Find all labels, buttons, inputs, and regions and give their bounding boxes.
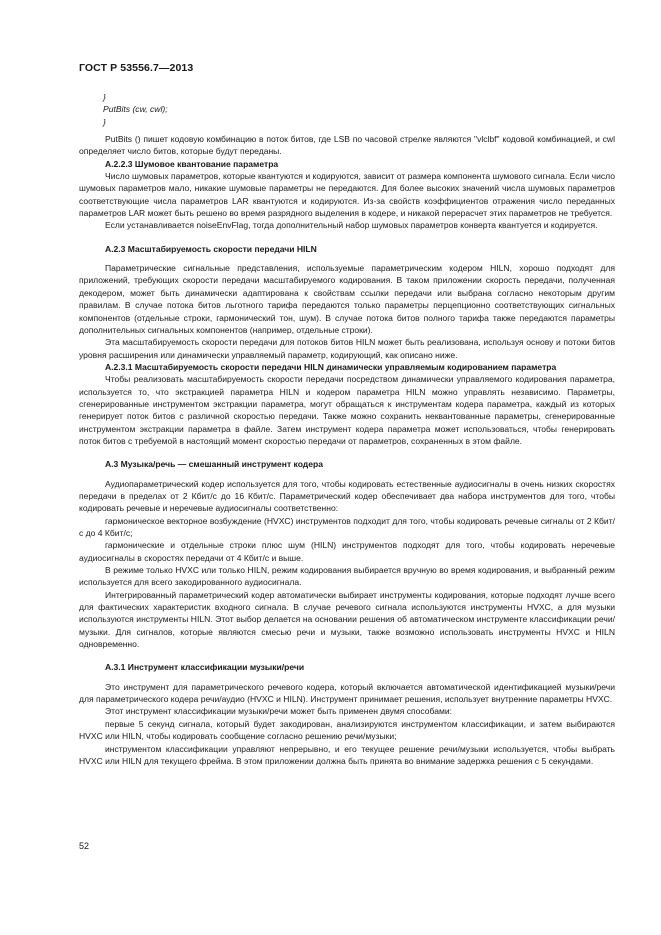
paragraph: Эта масштабируемость скорости передачи для потоков битов HILN может быть реализована, используя основу и потоки битов уровня расширения или динамически управляемый параметр, кодирующий, как описано ниже. [79, 337, 615, 360]
code-line: PutBits (cw, cwl); [103, 104, 168, 115]
paragraph: Аудиопараметрический кодер используется для того, чтобы кодировать естественные аудиосигналы в очень низких скоростях передачи в пределах от 2 Кбит/с до 16 Кбит/с. Параметрический кодер обеспечивает два набора инструментов для того, чтобы кодировать речевые и неречевые аудиосигналы соответственно: [79, 478, 615, 514]
paragraph: Этот инструмент классификации музыки/речи может быть применен двумя способами: [105, 706, 452, 717]
paragraph: Чтобы реализовать масштабируемость скорости передачи посредством динамически управляемого кодирования параметра, используется то, что экстракцией параметра HILN и кодером параметра HILN можно управлять независимо. Параметры, сгенерированные инструментом экстракции параметра, могут обращаться к инструментам кодера параметра, каждый из которых генерирует поток битов с различной скоростью передачи. Также можно сохранить неквантованные параметры, сгенерированные инструментом экстракции параметра в файле. Затем инструмент кодера параметра может использоваться, чтобы генерировать поток битов с требуемой в настоящий момент скоростью передачи от параметров, сохраненных в этом файле. [79, 374, 615, 446]
heading-a231: А.2.3.1 Масштабируемость скорости передачи HILN динамически управляемым кодированием параметра [105, 361, 557, 372]
heading-a31: А.3.1 Инструмент классификации музыки/речи [105, 662, 305, 673]
paragraph-putbits: PutBits () пишет кодовую комбинацию в поток битов, где LSB по часовой стрелке являются "vlclbf" кодовой комбинацией, и cwl определяет число битов, которые будут переданы. [79, 134, 615, 157]
paragraph: В режиме только HVXC или только HILN, режим кодирования выбирается вручную во время кодирования, и выбранный режим используется для всего закодированного аудиосигнала. [79, 565, 615, 588]
paragraph: Это инструмент для параметрического речевого кодера, который включается автоматической идентификацией музыки/речи для параметрического кодера речи/аудио (HVXC и HILN). Инструмент принимает решения, использует внутренние параметры HVXC. [79, 681, 615, 705]
document-header: ГОСТ Р 53556.7—2013 [79, 62, 194, 74]
code-line: } [103, 92, 106, 102]
page-body [79, 91, 615, 767]
heading-a23: А.2.3 Масштабируемость скорости передачи HILN [105, 243, 317, 254]
paragraph: Если устанавливается noiseEnvFlag, тогда дополнительный набор шумовых параметров конверта квантуется и кодируется. [105, 220, 598, 231]
list-item: инструментом классификации управляют непрерывно, и его текущее решение речи/музыки используется, чтобы выбрать HVXC или HILN для текущего фрейма. В этом приложении должна быть принята во внимание задержка решения с 5 секундами. [79, 743, 615, 766]
heading-a3: А.3 Музыка/речь — смешанный инструмент кодера [105, 459, 323, 470]
list-item: гармоническое векторное возбуждение (HVXC) инструментов подходит для того, чтобы кодировать речевые сигналы от 2 Кбит/с до 4 Кбит/с; [79, 515, 615, 538]
code-line: } [103, 116, 106, 127]
paragraph: Интегрированный параметрический кодер автоматически выбирает инструменты кодирования, которые подходят лучше всего для фактических характеристик входного сигнала. В случае речевого сигнала используются инструменты HVXC, а для музыки используются инструменты HILN. Этот выбор делается на основании решения об автоматическом инструменте классификации речи/музыки. Для сигналов, которые являются смесью речи и музыки, также возможно использовать инструменты HVXC и HILN одновременно. [79, 589, 615, 650]
paragraph: Параметрические сигнальные представления, используемые параметрическим кодером HILN, хорошо подходят для приложений, требующих скорости передачи масштабируемого кодирования. В таком приложении скорость передачи, полученная декодером, может быть динамически адаптирована к свойствам ссылки передачи или выбрана согласно некоторым другим правилам. В случае потока битов льготного тарифа передаются только параметры перцепционно соответствующих сигнальных компонентов (отдельные строки, гармонический тон, шум). В случае потока битов полного тарифа также передаются параметры дополнительных сигнальных компонентов (например, отдельные строки). [79, 263, 615, 335]
heading-a223: А.2.2.3 Шумовое квантование параметра [105, 158, 279, 169]
paragraph: Число шумовых параметров, которые квантуются и кодируются, зависит от размера компонента шумового сигнала. Если число шумовых параметров мало, никакие шумовые параметры не передаются. Для более высоких значений числа шумовых параметров соответствующие числа параметров LAR квантуются и кодируются. Из-за свойств коэффициентов отражения число переданных параметров LAR может быть решено во время разрядного выделения в кодере, и никакой перерасчет этих параметров не требуется. [79, 171, 615, 219]
list-item: гармонические и отдельные строки плюс шум (HILN) инструментов подходят для того, чтобы кодировать неречевые аудиосигналы в скоростях передачи от 4 Кбит/с и выше. [79, 540, 615, 563]
list-item: первые 5 секунд сигнала, который будет закодирован, анализируются инструментом классификации, и затем выбираются HVXC или HILN, чтобы кодировать сообщение согласно решению речи/музыки; [79, 718, 615, 742]
code-block [79, 91, 615, 128]
page-number: 52 [79, 841, 90, 851]
